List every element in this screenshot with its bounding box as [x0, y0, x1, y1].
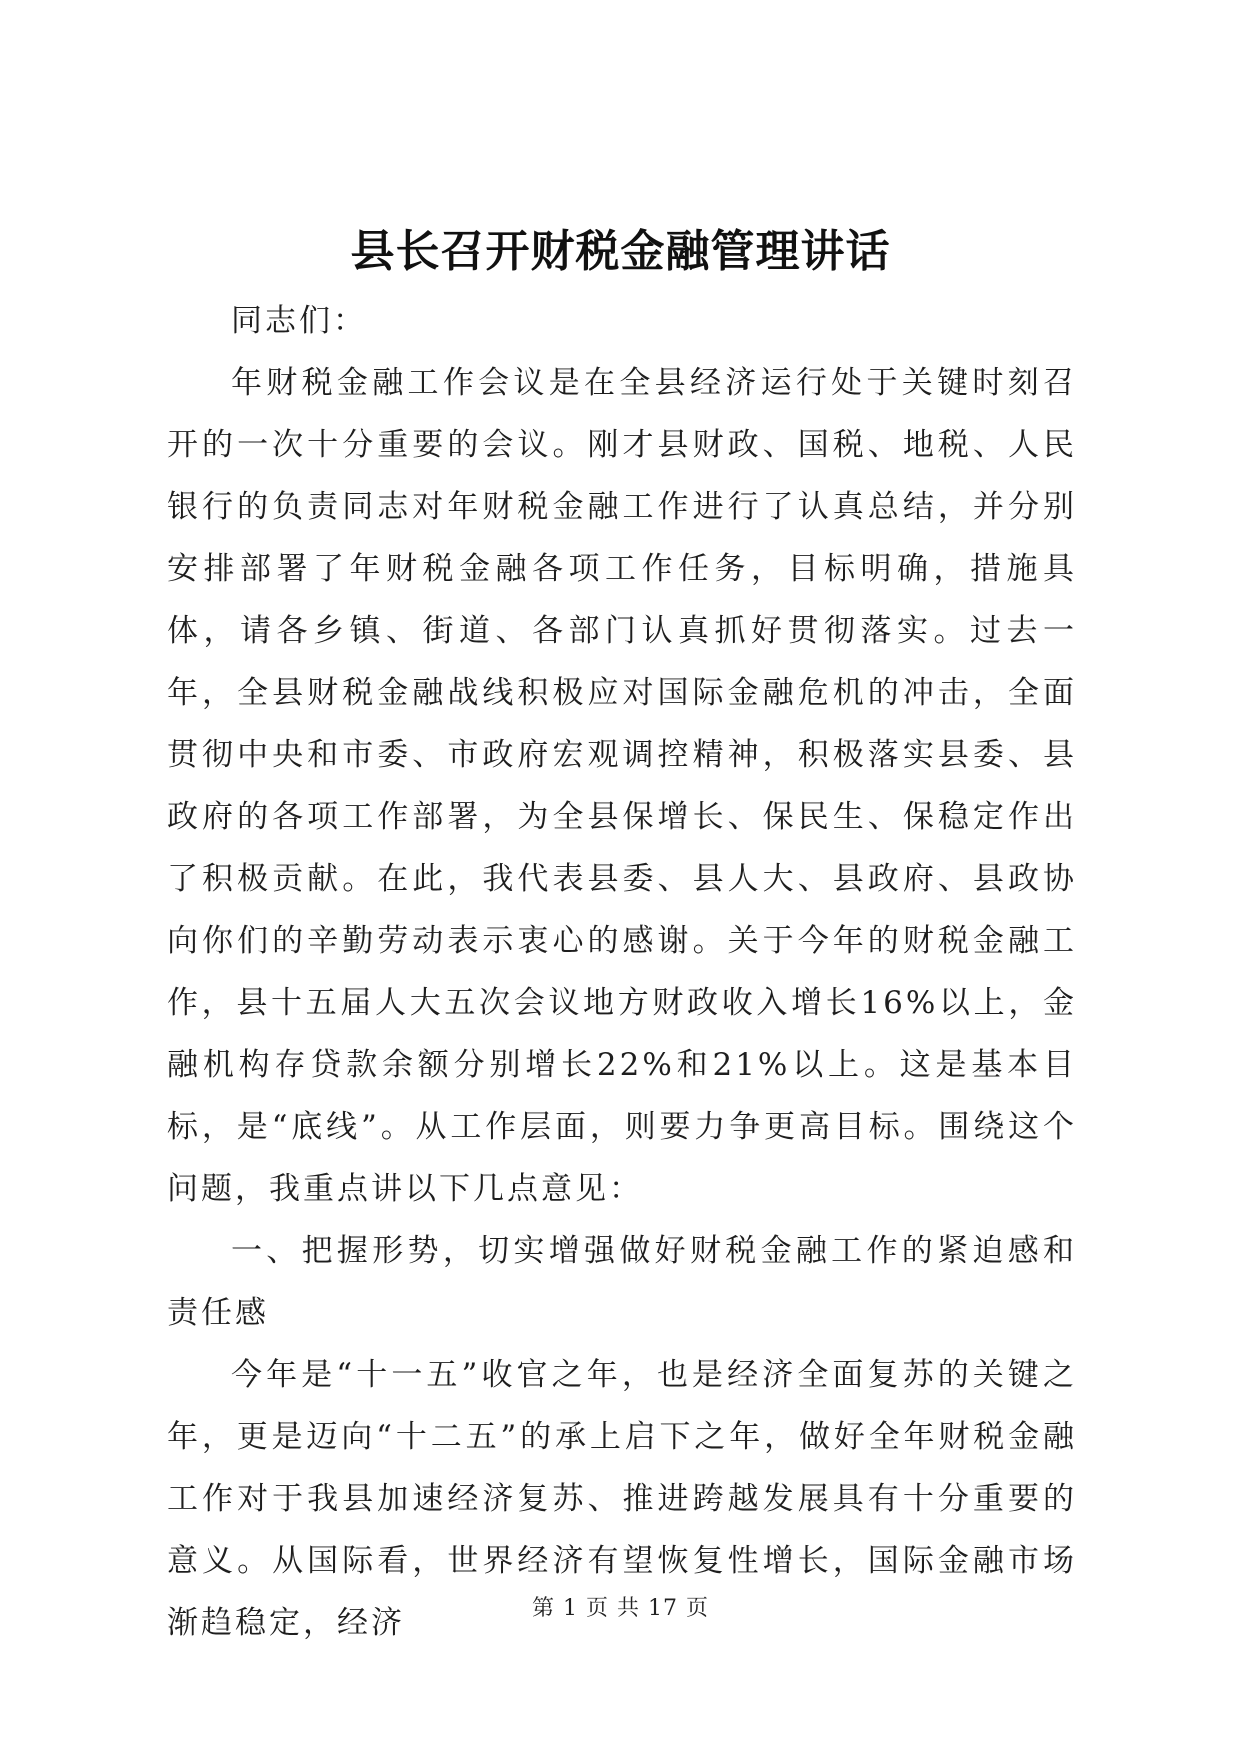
opening-paragraph: 年财税金融工作会议是在全县经济运行处于关键时刻召开的一次十分重要的会议。刚才县财政、国税、地税、人民银行的负责同志对年财税金融工作进行了认真总结，并分别安排部署了年财税金融各项工作任务，目标明确，措施具体，请各乡镇、街道、各部门认真抓好贯彻落实。过去一年，全县财税金融战线积极应对国际金融危机的冲击，全面贯彻中央和市委、市政府宏观调控精神，积极落实县委、县政府的各项工作部署，为全县保增长、保民生、保稳定作出了积极贡献。在此，我代表县委、县人大、县政府、县政协向你们的辛勤劳动表示衷心的感谢。关于今年的财税金融工作，县十五届人大五次会议地方财政收入增长16%以上，金融机构存贷款余额分别增长22%和21%以上。这是基本目标，是“底线”。从工作层面，则要力争更高目标。围绕这个问题，我重点讲以下几点意见：	[167, 365, 1077, 1207]
document-body	[167, 290, 1077, 1654]
page-footer: 第 1 页 共 17 页	[532, 1596, 709, 1621]
salutation-paragraph: 同志们：	[231, 303, 367, 339]
section-heading-paragraph: 一、把握形势，切实增强做好财税金融工作的紧迫感和责任感	[167, 1233, 1077, 1331]
document-title: 县长召开财税金融管理讲话	[350, 226, 891, 277]
body-paragraph: 今年是“十一五”收官之年，也是经济全面复苏的关键之年，更是迈向“十二五”的承上启下之年，做好全年财税金融工作对于我县加速经济复苏、推进跨越发展具有十分重要的意义。从国际看，世界经济有望恢复性增长，国际金融市场渐趋稳定，经济	[167, 1357, 1077, 1641]
